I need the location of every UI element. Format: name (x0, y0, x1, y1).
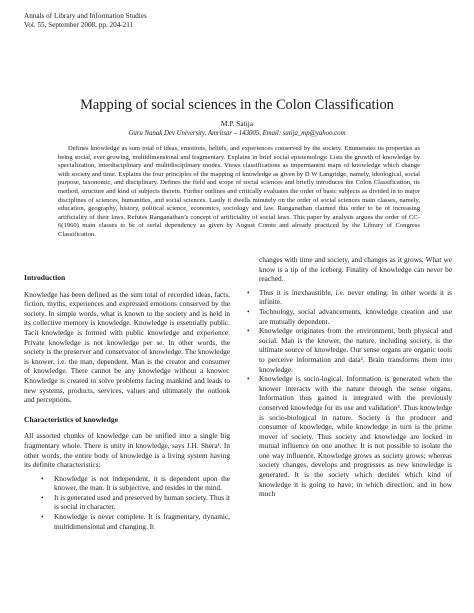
introduction-heading: Introduction (24, 273, 66, 282)
section-gap (24, 405, 230, 415)
author-name: M.P. Satija (220, 119, 254, 128)
author-affiliation: Guru Nanak Dev University, Amritsar – 143005, Email: satija_mp@yahoo.com (128, 130, 346, 137)
list-item (244, 288, 452, 307)
characteristics-heading: Characteristics of knowledge (24, 414, 119, 424)
bullet-icon: • (247, 306, 250, 316)
bullet-icon: • (41, 492, 44, 502)
bullet-icon: • (247, 326, 250, 336)
list-item-text: Knowledge is never complete. It is fragmentary, dynamic, multidimensional and changing. It (54, 512, 230, 531)
left-column (24, 273, 230, 531)
bullet-icon: • (247, 287, 250, 297)
journal-header (24, 12, 147, 31)
list-item-text: Technology, social advancements, knowledge creation and use are mutually dependent. (259, 306, 452, 326)
bullet-icon: • (41, 512, 44, 522)
list-item (24, 512, 230, 531)
list-item-text: Thus it is inexhaustible, i.e. never ending. In other words it is infinite. (259, 287, 452, 307)
characteristics-list-continued (244, 288, 452, 499)
abstract: Defines knowledge as sum total of ideas, emotions, beliefs, and experiences conserved by the society. Enumerates its properties as being social, ever growing, multidimensional and fragmentary. Explains in brief social epistemology. Lists the growth of knowledge by specialization, interdisciplinary and multidisciplinary modes. Views classifications as impermanent maps of knowledge which change with society and time. Explains the four principles of the mapping of knowledge as given by D W Langridge, namely, ideological, social purpose, taxonomic, and disciplinary. Defines the field and scope of social sciences and briefly introduces the Colon Classification, its method, structure and kind of subjects therein. Further outlines and critically evaluates the order of basic subjects as divided in to major disciplines of sciences, humanities, and social sciences. Lastly it dwells minutely on the order of social sciences main classes, namely, education, geography, history, political science, economics, sociology and law. Ranganathan claimed this order to be of increasing artificiality of their laws. Refutes Ranganathan’s concept of artificiality of social laws. This paper by analysis argues the order of CC-6(1960) main classes to be of serial dependency as given by August Comte and already practiced by the Library of Congress Classification. (58, 145, 420, 238)
list-item (244, 307, 452, 326)
list-item-continuation: changes with time and society, and changes as it grows. What we know is a tip of the iceberg. Finality of knowledge can never be reached. (259, 255, 452, 284)
characteristics-paragraph: All assorted chunks of knowledge can be unified into a single big fragmentary whole. There is unity in knowledge, says J.H. Shera¹. In other words, the entire body of knowledge is a living system having its definite characteristics: (24, 431, 230, 470)
characteristics-list (24, 474, 230, 532)
right-column (244, 255, 452, 499)
list-item-text: Knowledge is socio-logical. Information is generated when the knower interacts with the nature through the sense organs. Information thus gained is integrated with the previously conserved knowledge for its use and validation³. Thus knowledge is socio-biological in nature. Society is the producer and consumer of knowledge, while knowledge in turn is the prime mover of society. Thus society and knowledge are locked in mutual influence on one another. It is not possible to isolate the one way influence. Knowledge grows as society grows; whereas society changes, develops and progresses as new knowledge is generated. It is the society which decides which kind of knowledge it is going to have; in which direction, and in how much (259, 374, 452, 499)
list-item-text: It is generated used and preserved by human society. Thus it is social in character. (54, 492, 230, 512)
list-item-text: Knowledge is not independent, it is dependent upon the knower, the man. It is subjective, and resides in the mind. (54, 473, 230, 493)
list-item (24, 474, 230, 493)
bullet-icon: • (41, 473, 44, 483)
bullet-icon: • (247, 374, 250, 384)
list-item-text: Knowledge originates from the environment, both physical and social. Man is the knower, the nature, including society, is the ultimate source of knowledge. Our sense organs are organic tools to perceive information and data². Brain transforms them into knowledge. (259, 326, 452, 374)
list-item (24, 493, 230, 512)
article-title: Mapping of social sciences in the Colon Classification (80, 97, 394, 113)
introduction-paragraph: Knowledge has been defined as the sum total of recorded ideas, facts, fiction, myths, experiences and expressed emotions conserved by the society. In simple words, what is known to the society and is held in its collective memory is knowledge. Knowledge is essentially public. Tacit knowledge is formed with public knowledge and experience. Private knowledge is not knowledge per se. In other words, the society is the preserver and conservator of knowledge. The knowledge is knower, i.e. the man, dependent. Man is the creator and consumer of knowledge. There cannot be any knowledge without a knower. Knowledge is created to solve problems facing mankind and leads to new systems, products, services, values and ultimately the outlook and perceptions. (24, 289, 230, 405)
list-item (244, 326, 452, 374)
list-item (244, 374, 452, 499)
journal-volume: Vol. 55, September 2008, pp. 204-211 (24, 21, 134, 30)
journal-name: Annals of Library and Information Studies (24, 12, 147, 20)
